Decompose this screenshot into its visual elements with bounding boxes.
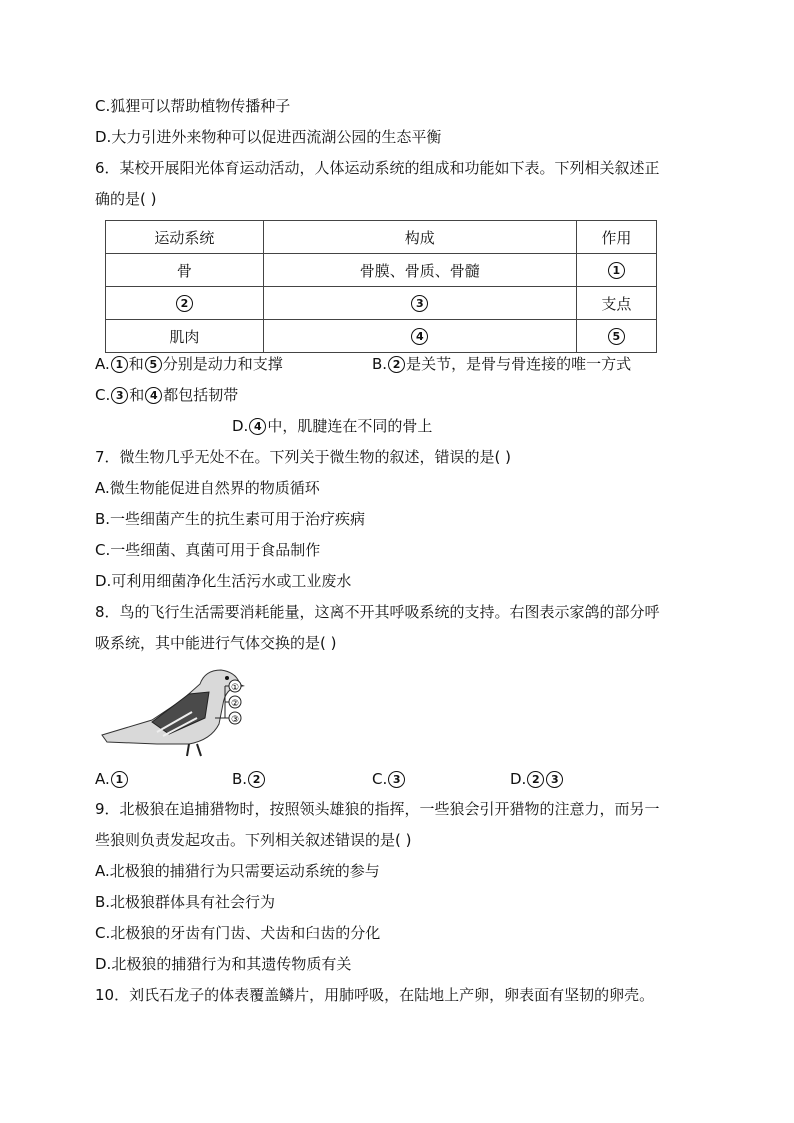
q8-option-b[interactable]: [232, 769, 266, 789]
table-cell: 肌肉: [106, 320, 264, 353]
circled-number: 3: [111, 387, 128, 404]
q9-option-a[interactable]: A.北极狼的捕猎行为只需要运动系统的参与: [95, 862, 380, 880]
option-text: 中，肌腱连在不同的骨上: [267, 417, 433, 435]
fig-label: ①: [230, 683, 240, 693]
q9-stem-line2: 些狼则负责发起攻击。下列相关叙述错误的是( ): [95, 831, 412, 849]
q5-option-c: C.狐狸可以帮助植物传播种子: [95, 97, 291, 115]
table-row: [106, 287, 657, 320]
option-letter: D.: [232, 417, 249, 435]
circled-number: 2: [176, 295, 193, 312]
option-text: 是关节，是骨与骨连接的唯一方式: [406, 355, 632, 373]
q8-stem-line2: 吸系统，其中能进行气体交换的是( ): [95, 634, 337, 652]
circled-number: 3: [546, 771, 563, 788]
circled-number: 5: [145, 356, 162, 373]
table-row: [106, 320, 657, 353]
table-cell: [576, 254, 656, 287]
option-text: 和: [128, 355, 144, 373]
option-letter: C.: [95, 386, 111, 404]
fig-label: ③: [230, 715, 240, 725]
circled-number: 2: [527, 771, 544, 788]
q6-stem-line2: 确的是( ): [95, 190, 157, 208]
q7-option-d[interactable]: D.可利用细菌净化生活污水或工业废水: [95, 572, 352, 590]
table-cell: [576, 320, 656, 353]
option-text: 和: [129, 386, 145, 404]
q8-option-c[interactable]: [372, 769, 406, 789]
option-letter: C.: [372, 770, 388, 788]
circled-number: 4: [411, 328, 428, 345]
q8-option-d[interactable]: [510, 769, 564, 789]
q7-option-a[interactable]: A.微生物能促进自然界的物质循环: [95, 479, 320, 497]
fig-label: ②: [230, 699, 240, 709]
q8-option-a[interactable]: [95, 769, 129, 789]
q5-option-d: D.大力引进外来物种可以促进西流湖公园的生态平衡: [95, 128, 442, 146]
circled-number: 3: [388, 771, 405, 788]
circled-number: 1: [608, 262, 625, 279]
circled-number: 4: [145, 387, 162, 404]
table-header-cell: 构成: [263, 221, 576, 254]
pigeon-eye: [225, 676, 229, 680]
table-cell: [263, 320, 576, 353]
circled-number: 3: [411, 295, 428, 312]
q6-option-c[interactable]: [95, 385, 238, 405]
q6-stem-line1: 6．某校开展阳光体育运动活动，人体运动系统的组成和功能如下表。下列相关叙述正: [95, 159, 660, 177]
pigeon-respiratory-figure: [97, 662, 257, 762]
q6-option-d[interactable]: [232, 416, 432, 436]
option-text: 分别是动力和支撑: [162, 355, 283, 373]
circled-number: 1: [111, 771, 128, 788]
q9-option-c[interactable]: C.北极狼的牙齿有门齿、犬齿和臼齿的分化: [95, 924, 381, 942]
q6-option-b[interactable]: [372, 354, 631, 374]
motor-system-table: [105, 220, 657, 353]
table-cell: [106, 287, 264, 320]
option-letter: B.: [372, 355, 388, 373]
table-cell: 支点: [576, 287, 656, 320]
q9-stem-line1: 9．北极狼在追捕猎物时，按照领头雄狼的指挥，一些狼会引开猎物的注意力，而另一: [95, 800, 660, 818]
option-letter: D.: [510, 770, 527, 788]
table-header-cell: 作用: [576, 221, 656, 254]
q8-stem-line1: 8．鸟的飞行生活需要消耗能量，这离不开其呼吸系统的支持。右图表示家鸽的部分呼: [95, 603, 660, 621]
q9-option-b[interactable]: B.北极狼群体具有社会行为: [95, 893, 276, 911]
option-letter: A.: [95, 770, 110, 788]
q10-stem: 10．刘氏石龙子的体表覆盖鳞片，用肺呼吸，在陆地上产卵，卵表面有坚韧的卵壳。: [95, 986, 655, 1004]
q7-stem: 7．微生物几乎无处不在。下列关于微生物的叙述，错误的是( ): [95, 448, 512, 466]
option-text: 都包括韧带: [163, 386, 239, 404]
circled-number: 1: [111, 356, 128, 373]
table-cell: [263, 287, 576, 320]
pigeon-legs: [187, 744, 201, 756]
circled-number: 2: [388, 356, 405, 373]
circled-number: 2: [248, 771, 265, 788]
q7-option-b[interactable]: B.一些细菌产生的抗生素可用于治疗疾病: [95, 510, 366, 528]
option-letter: A.: [95, 355, 110, 373]
q6-option-a[interactable]: [95, 354, 283, 374]
option-letter: B.: [232, 770, 248, 788]
circled-number: 5: [608, 328, 625, 345]
table-row: [106, 254, 657, 287]
q7-option-c[interactable]: C.一些细菌、真菌可用于食品制作: [95, 541, 321, 559]
table-header-cell: 运动系统: [106, 221, 264, 254]
table-cell: 骨膜、骨质、骨髓: [263, 254, 576, 287]
table-cell: 骨: [106, 254, 264, 287]
circled-number: 4: [249, 418, 266, 435]
q9-option-d[interactable]: D.北极狼的捕猎行为和其遗传物质有关: [95, 955, 352, 973]
table-header-row: [106, 221, 657, 254]
